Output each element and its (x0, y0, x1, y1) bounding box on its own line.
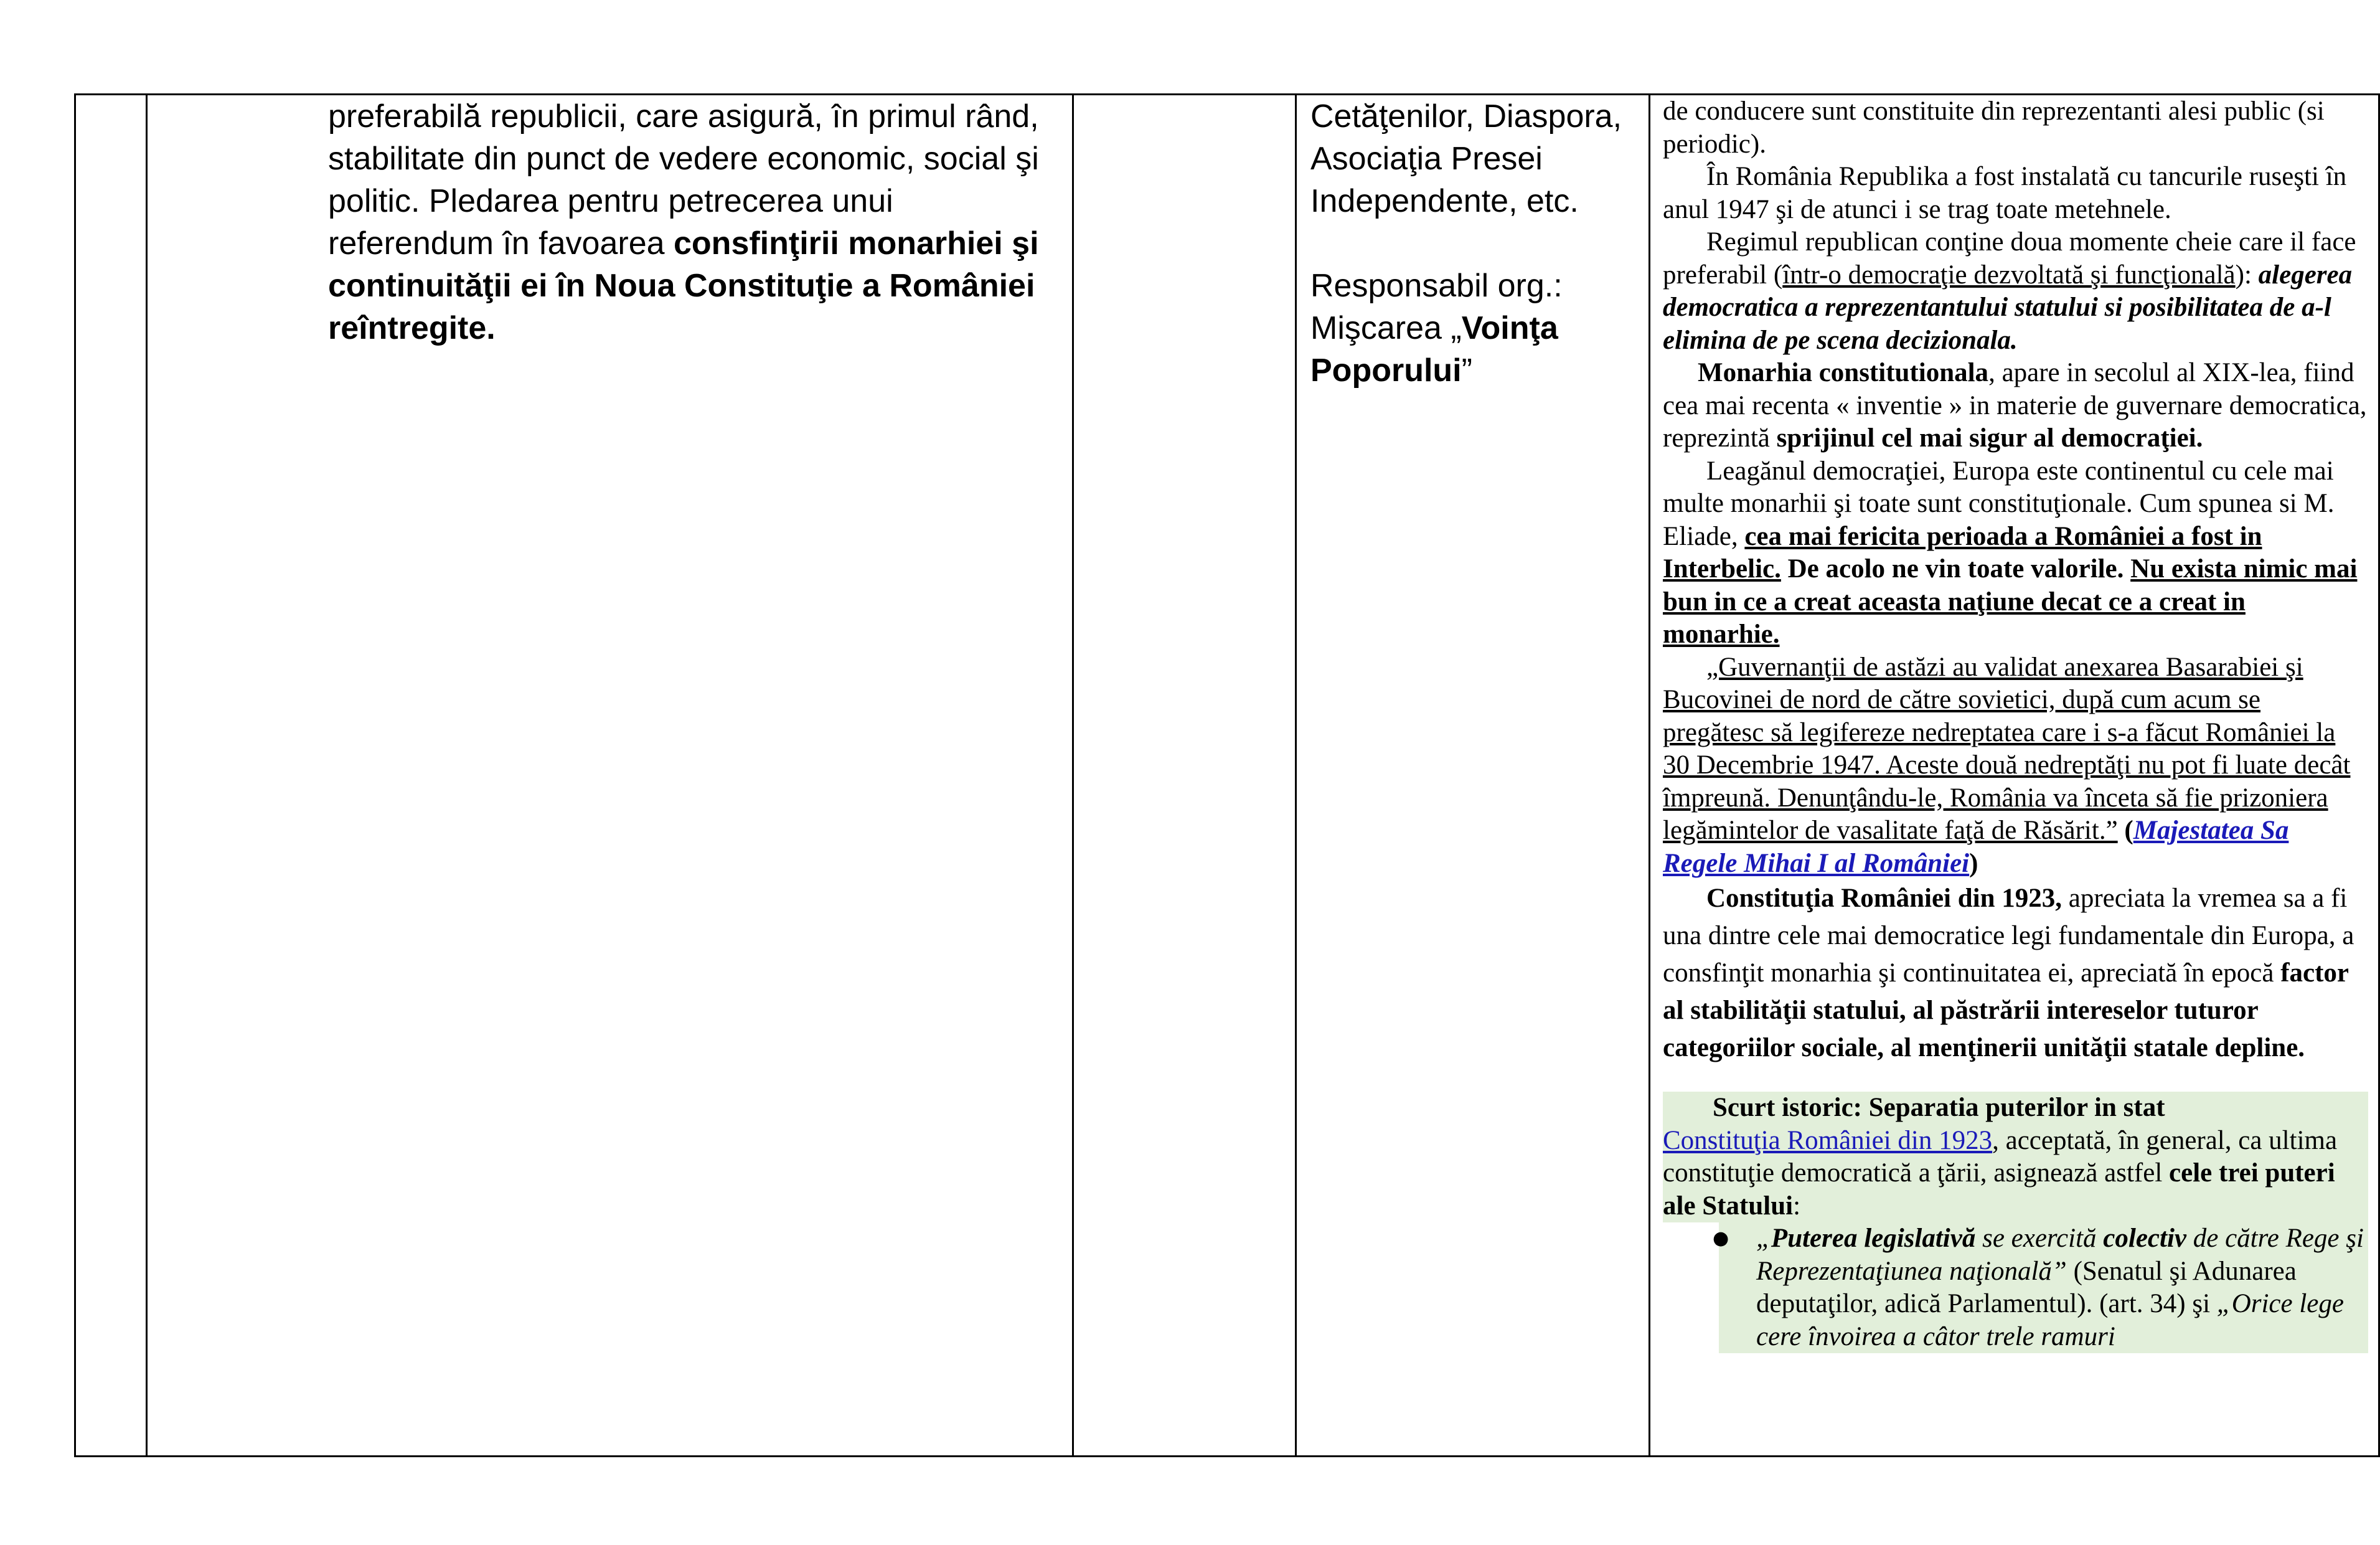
column-1-cell (75, 95, 147, 1457)
column-3-cell (1073, 95, 1296, 1457)
column-4-cell (1296, 95, 1650, 1457)
quote-paragraph: „Guvernanţii de astăzi au validat anexarea Basarabiei şi Bucovinei de nord de către sovietici, după cum acum se pregătesc să legifereze nedreptatea care i s-a făcut României la 30 Decembrie 1947. Aceste două nedreptăţi nu pot fi luate decât împreună. Denunţându-le, România va înceta să fie prizoniera legămintelor de vasalitate faţă de Răsărit.” (Majestatea Sa Regele Mihai I al României) (1663, 652, 2351, 878)
target-groups: Cetăţenilor, Diaspora, Asociaţia Presei Independente, etc. (1310, 98, 1622, 219)
history-box (1663, 1092, 2368, 1222)
proposal-text: preferabilă republicii, care asigură, în primul rând, stabilitate din punct de vedere economic, social şi politic. Pledarea pentru petrecerea unui referendum în favoarea consfinţirii monarhiei şi continuităţii ei în Noua Constituţie a României reîntregite. (328, 98, 1039, 346)
column-5-cell (1650, 95, 2379, 1457)
bullet-icon: ● (1713, 1227, 1729, 1249)
paragraph-5: Leagănul democraţiei, Europa este continentul cu cele mai multe monarhii şi toate sunt constituţionale. Cum spunea si M. Eliade, cea mai fericita perioada a României a fost in Interbelic. De acolo ne vin toate valorile. Nu exista nimic mai bun in ce a creat aceasta naţiune decat ce a creat in monarhie. (1663, 456, 2358, 649)
list-item: ● „Puterea legislativă se exercită colectiv de către Rege şi Reprezentaţiunea naţională” (Senatul şi Adunarea deputaţilor, adică Parlamentul). (art. 34) şi „Orice lege cere învoirea a câtor trele ramuri (1663, 1222, 2368, 1353)
paragraph-3: Regimul republican conţine doua momente cheie care il face preferabil (într-o democraţie dezvoltată şi funcţională): alegerea democratica a reprezentantului statului si posibilitatea de a-l elimina de pe scena decizionala. (1663, 227, 2356, 355)
history-text: Constituţia României din 1923, acceptată, în general, ca ultima constituţie democratică a ţării, asignează astfel cele trei puteri ale Statului: (1663, 1125, 2338, 1221)
paragraph-7: Constituţia României din 1923, apreciata la vremea sa a fi una dintre cele mai democratice legi fundamentale din Europa, a consfinţit monarhia şi continuitatea ei, apreciată în epocă factor al stabilităţii statului, al păstrării intereselor tuturor categoriilor sociale, al menţinerii unităţii statale depline. (1663, 884, 2354, 1062)
powers-list (1663, 1222, 2368, 1353)
table-row (75, 95, 2379, 1457)
history-title: Scurt istoric: Separatia puterilor in stat (1713, 1093, 2165, 1122)
paragraph-4: Monarhia constitutionala, apare in secolul al XIX-lea, fiind cea mai recenta « inventie » in materie de guvernare democratica, reprezintă sprijinul cel mai sigur al democraţiei. (1663, 358, 2367, 453)
paragraph-2: În România Republika a fost instalată cu tancurile ruseşti în anul 1947 şi de atunci i se trag toate metehnele. (1663, 162, 2347, 224)
document-table (74, 93, 2380, 1457)
king-mihai-link[interactable]: Majestatea Sa Regele Mihai I al României (1663, 816, 2289, 878)
responsible-org: Responsabil org.: Mişcarea „Voinţa Poporului” (1310, 268, 1563, 389)
paragraph-1: de conducere sunt constituite din reprezentanti alesi public (si periodic). (1663, 97, 2325, 159)
constitution-1923-link[interactable]: Constituţia României din 1923 (1663, 1125, 1993, 1155)
column-2-cell (147, 95, 1073, 1457)
